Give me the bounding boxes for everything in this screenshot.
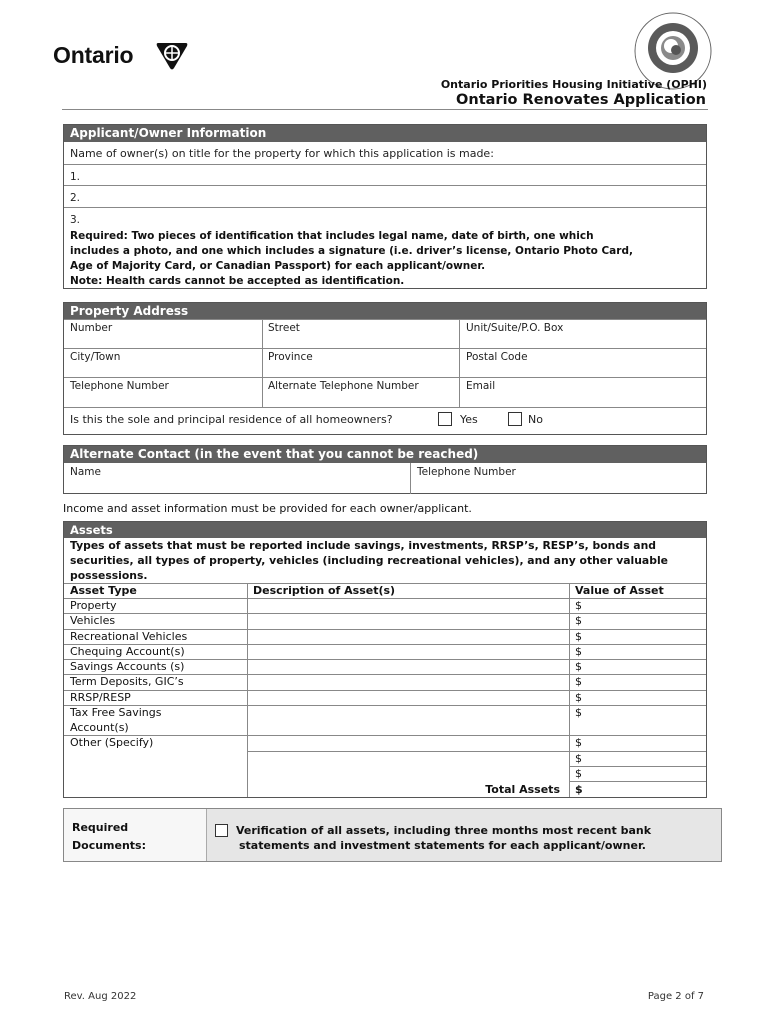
value-vehicles[interactable]: $ [575,614,582,627]
alt-contact-phone-field[interactable]: Telephone Number [417,466,516,478]
value-property[interactable]: $ [575,599,582,612]
health-card-note: Note: Health cards cannot be accepted as identification. [70,275,405,287]
ontario-logo-text: Ontario [53,42,134,68]
asset-property: Property [70,599,117,612]
page-title: Ontario Renovates Application [456,92,706,108]
postal-code-field[interactable]: Postal Code [466,351,528,363]
number-field[interactable]: Number [70,322,113,334]
applicant-section [63,124,707,289]
value-chequing[interactable]: $ [575,645,582,658]
property-section-title: Property Address [64,303,706,320]
asset-term-deposits: Term Deposits, GIC’s [70,675,184,688]
revision-date: Rev. Aug 2022 [64,991,137,1002]
header-rule [62,109,708,110]
income-note: Income and asset information must be provided for each owner/applicant. [63,502,472,515]
property-section [63,302,707,435]
trillium-icon [155,41,189,71]
alt-telephone-field[interactable]: Alternate Telephone Number [268,380,419,392]
no-checkbox[interactable] [508,412,522,426]
owner-prompt: Name of owner(s) on title for the property for which this application is made: [70,147,494,160]
city-field[interactable]: City/Town [70,351,121,363]
alternate-contact-section [63,445,707,494]
value-other-3[interactable]: $ [575,767,582,780]
value-recreational[interactable]: $ [575,630,582,643]
asset-savings: Savings Accounts (s) [70,660,185,673]
value-other-2[interactable]: $ [575,752,582,765]
assets-section-title: Assets [64,522,706,538]
province-field[interactable]: Province [268,351,313,363]
assets-section [63,521,707,798]
yes-checkbox[interactable] [438,412,452,426]
value-other-1[interactable]: $ [575,736,582,749]
alt-contact-name-field[interactable]: Name [70,466,101,478]
asset-tfsa-cont: Account(s) [70,721,129,734]
asset-verification-text: Verification of all assets, including three months most recent bank statements and investment statements for each applicant/owner. [236,824,652,852]
owner-line-1[interactable]: 1. [70,171,81,183]
id-requirements: Required: Two pieces of identification that includes legal name, date of birth, one which includes a photo, and one which includes a signature (i.e. driver’s license, Ontario Photo Card, Age of Majority Card, or Canadian Passport) for each applicant/owner. Note: Health cards cannot be accepted as identification. [70,229,702,289]
street-field[interactable]: Street [268,322,300,334]
yes-label: Yes [460,413,478,426]
asset-recreational-vehicles: Recreational Vehicles [70,630,188,643]
required-documents-box [63,808,722,862]
owner-line-3[interactable]: 3. [70,214,81,226]
asset-tfsa: Tax Free Savings [70,706,162,719]
asset-rrsp-resp: RRSP/RESP [70,691,131,704]
asset-chequing: Chequing Account(s) [70,645,185,658]
alternate-contact-title: Alternate Contact (in the event that you cannot be reached) [64,446,706,463]
telephone-field[interactable]: Telephone Number [70,380,169,392]
applicant-section-title: Applicant/Owner Information [64,125,706,142]
value-term-deposits[interactable]: $ [575,675,582,688]
col-description: Description of Asset(s) [253,584,396,597]
value-savings[interactable]: $ [575,660,582,673]
asset-vehicles: Vehicles [70,614,116,627]
col-asset-type: Asset Type [70,584,137,597]
total-assets-label: Total Assets [485,783,560,796]
required-docs-label: Required Documents: [64,809,207,861]
program-name: Ontario Priorities Housing Initiative (OPHI) [440,78,707,91]
asset-other: Other (Specify) [70,736,154,749]
page-number: Page 2 of 7 [647,991,704,1002]
unit-field[interactable]: Unit/Suite/P.O. Box [466,322,564,334]
value-rrsp[interactable]: $ [575,691,582,704]
residence-question: Is this the sole and principal residence of all homeowners? [70,413,393,426]
owner-line-2[interactable]: 2. [70,192,81,204]
no-label: No [528,413,543,426]
value-tfsa[interactable]: $ [575,706,582,719]
email-field[interactable]: Email [466,380,496,392]
asset-verification-checkbox[interactable] [215,824,228,837]
total-assets-value[interactable]: $ [575,783,583,796]
col-value: Value of Asset [575,584,664,597]
assets-description: Types of assets that must be reported include savings, investments, RRSP’s, RESP’s, bonds and securities, all types of property, vehicles (including recreational vehicles), and any other valuable possessions. [70,539,668,582]
